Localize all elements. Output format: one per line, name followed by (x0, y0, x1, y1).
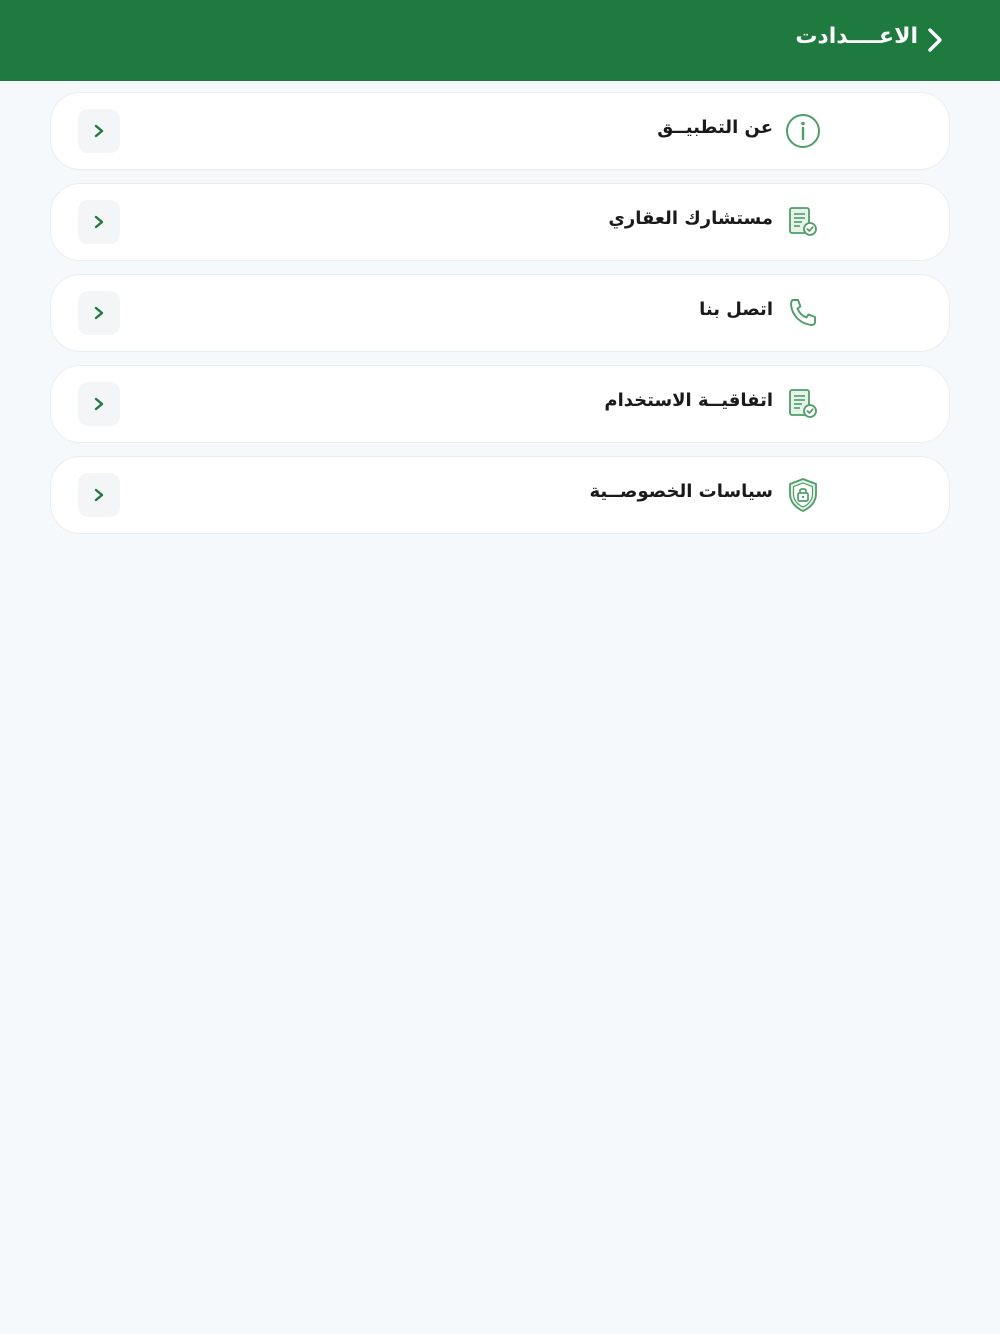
page-title: الاعــــدادت (795, 24, 918, 49)
chevron-right-icon (91, 487, 107, 503)
settings-item-label: اتفاقيــة الاستخدام (604, 390, 773, 411)
settings-item-label: اتصل بنا (699, 299, 773, 320)
chevron-right-icon (91, 123, 107, 139)
open-button[interactable] (78, 473, 120, 517)
settings-item-privacy-policy[interactable] (50, 456, 950, 534)
info-icon (783, 111, 823, 151)
document-check-icon (783, 202, 823, 242)
open-button[interactable] (78, 200, 120, 244)
settings-item-label: مستشارك العقاري (608, 208, 773, 229)
chevron-right-icon (922, 26, 948, 54)
settings-item-terms-of-use[interactable] (50, 365, 950, 443)
settings-item-label: عن التطبيــق (657, 117, 773, 138)
app-header (0, 0, 1000, 81)
document-check-icon (783, 384, 823, 424)
settings-item-contact-us[interactable] (50, 274, 950, 352)
shield-lock-icon (783, 475, 823, 515)
settings-item-real-estate-consultant[interactable] (50, 183, 950, 261)
open-button[interactable] (78, 109, 120, 153)
settings-item-about-app[interactable] (50, 92, 950, 170)
settings-list (50, 92, 950, 547)
open-button[interactable] (78, 291, 120, 335)
back-button[interactable] (922, 26, 948, 54)
chevron-right-icon (91, 396, 107, 412)
chevron-right-icon (91, 214, 107, 230)
open-button[interactable] (78, 382, 120, 426)
phone-icon (783, 293, 823, 333)
settings-item-label: سياسات الخصوصــية (589, 481, 773, 502)
chevron-right-icon (91, 305, 107, 321)
